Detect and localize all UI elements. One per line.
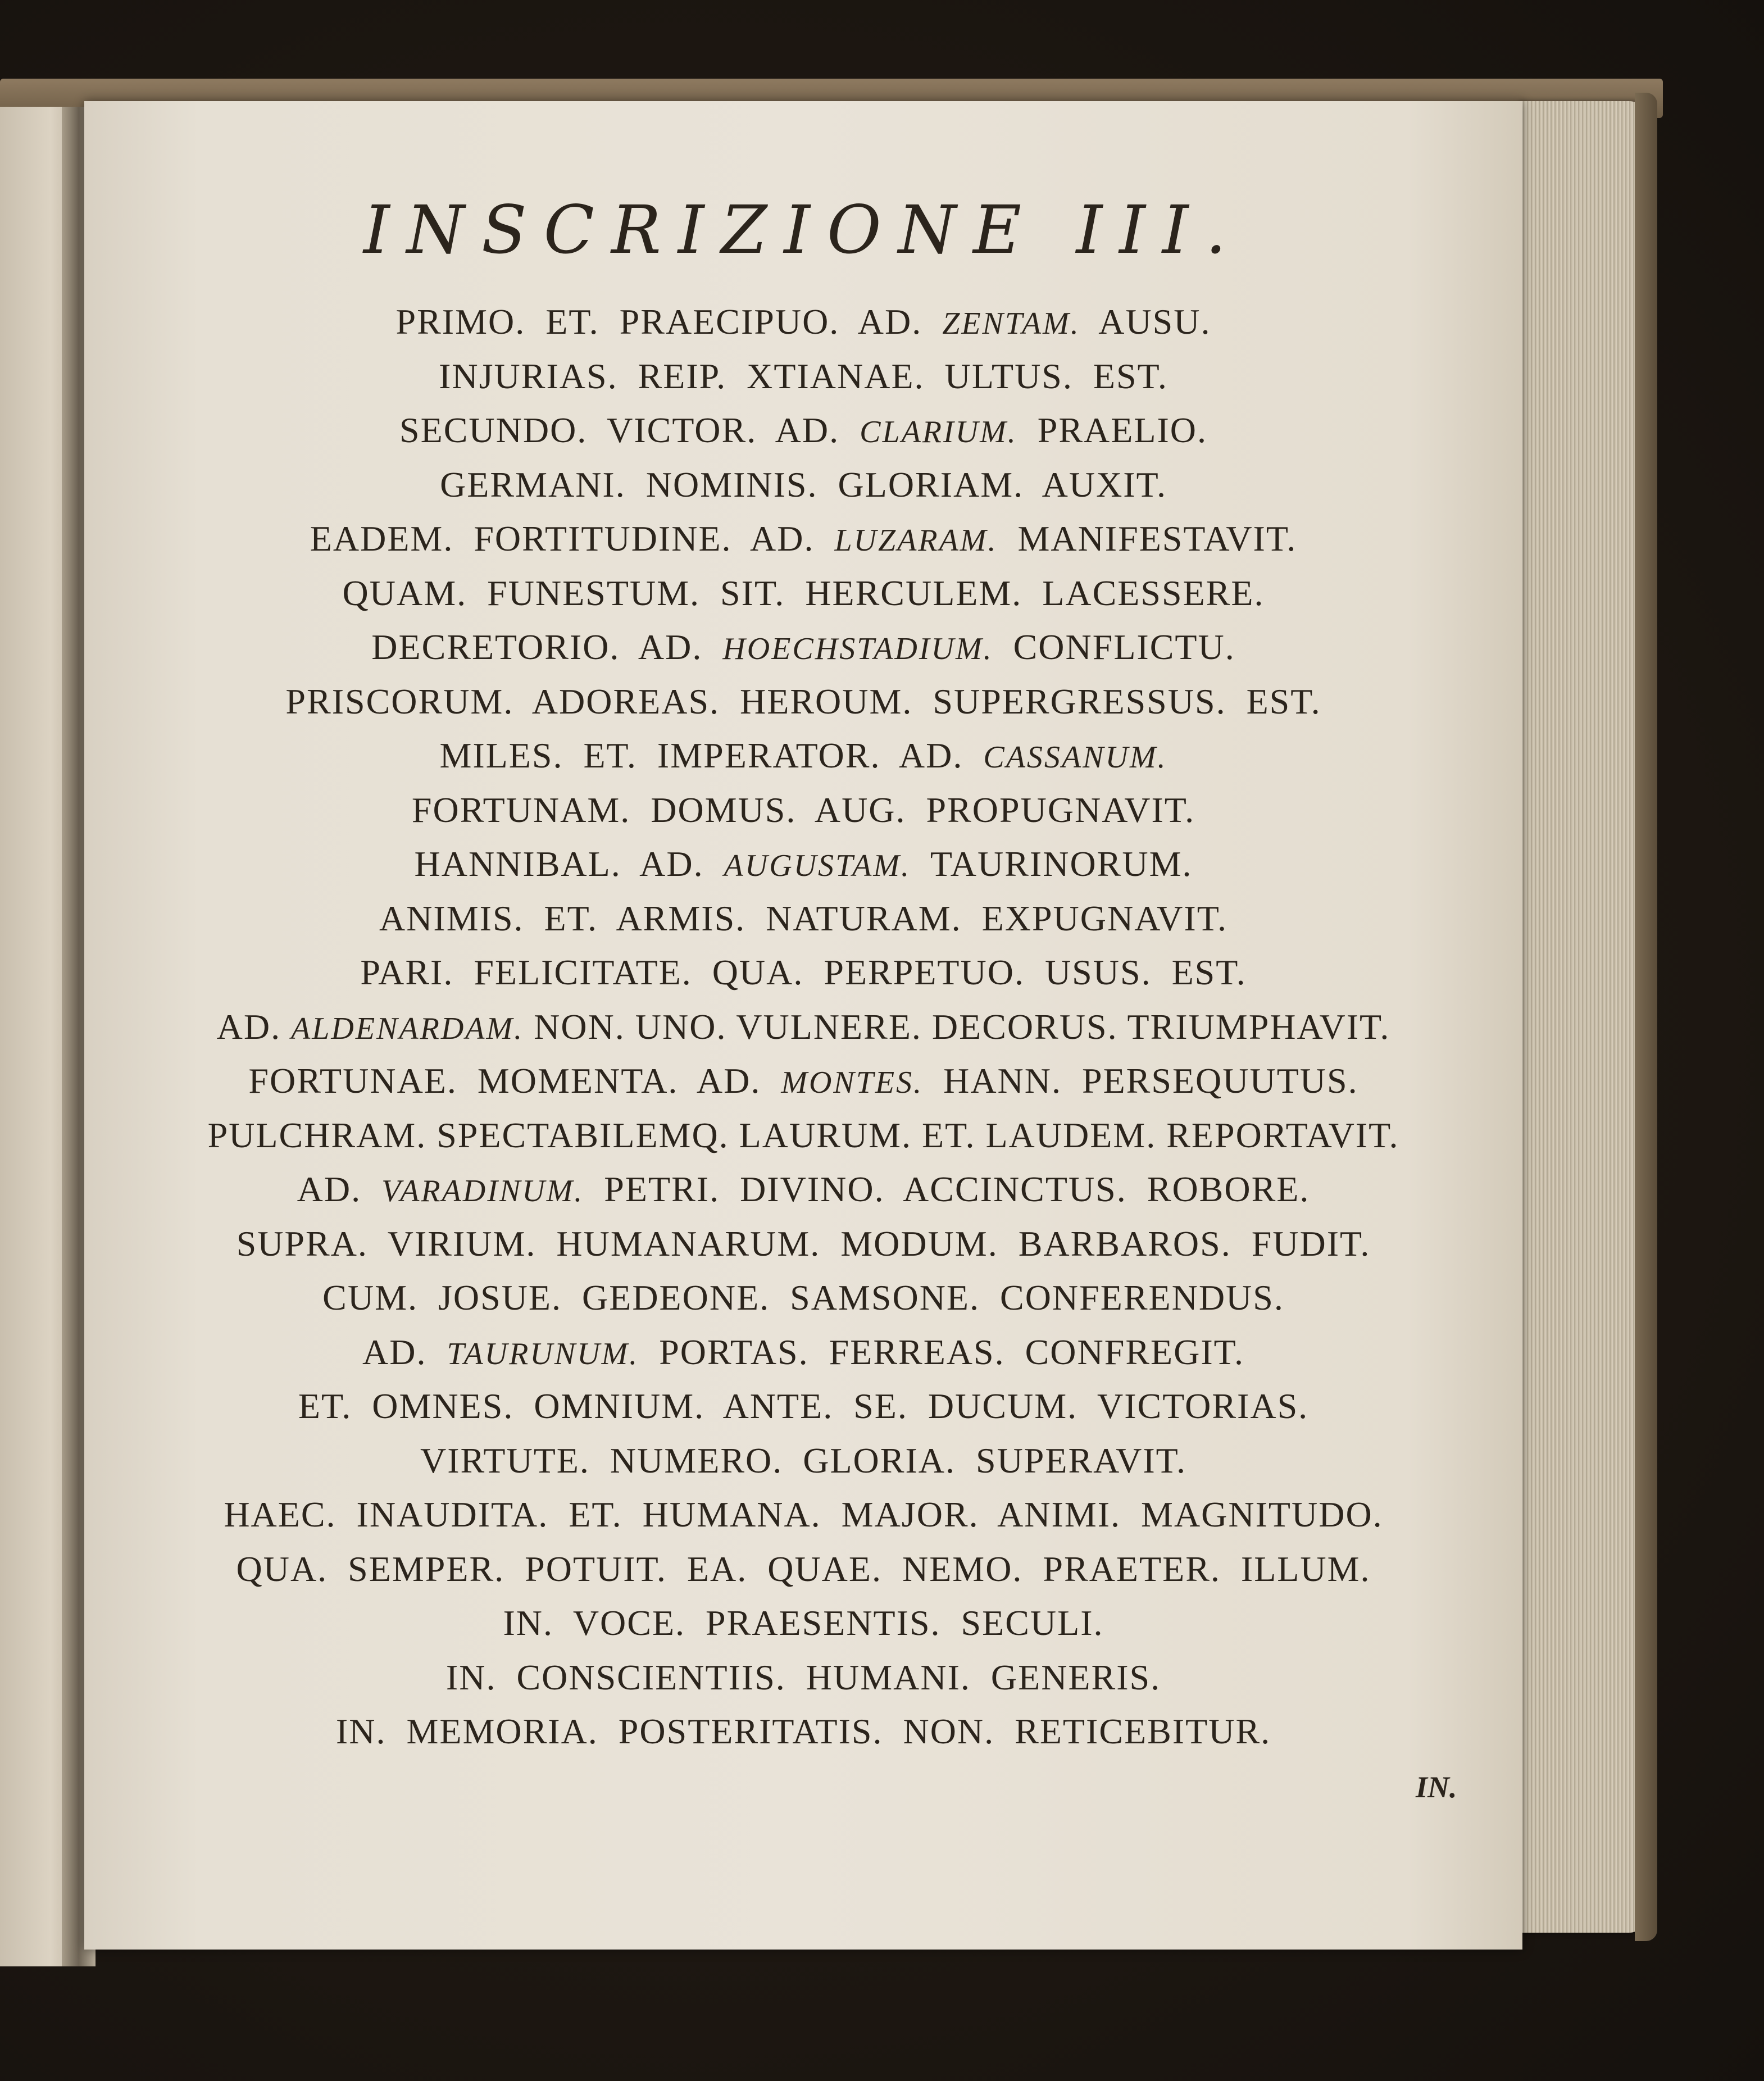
- line-text: PRAELIO.: [1017, 410, 1207, 450]
- inscription-line: [84, 1054, 1522, 1108]
- line-text: IN. MEMORIA. POSTERITATIS. NON. RETICEBITUR.: [335, 1711, 1271, 1751]
- place-name: ALDENARDAM.: [291, 1011, 524, 1046]
- line-text: HANNIBAL. AD.: [414, 844, 724, 884]
- inscription-line: [84, 1596, 1522, 1651]
- line-text: ANIMIS. ET. ARMIS. NATURAM. EXPUGNAVIT.: [379, 898, 1228, 938]
- line-text: FORTUNAM. DOMUS. AUG. PROPUGNAVIT.: [411, 789, 1195, 830]
- line-text: PORTAS. FERREAS. CONFREGIT.: [639, 1332, 1244, 1372]
- inscription-text: [84, 295, 1522, 1759]
- line-text: CUM. JOSUE. GEDEONE. SAMSONE. CONFERENDUS.: [322, 1278, 1284, 1317]
- line-text: IN. VOCE. PRAESENTIS. SECULI.: [503, 1603, 1104, 1643]
- line-text: HAEC. INAUDITA. ET. HUMANA. MAJOR. ANIMI. MAGNITUDO.: [224, 1494, 1383, 1534]
- inscription-line: [84, 1379, 1522, 1434]
- line-text: AUSU.: [1080, 302, 1211, 342]
- inscription-line: [84, 458, 1522, 512]
- line-text: AD.: [297, 1169, 382, 1209]
- line-text: FORTUNAE. MOMENTA. AD.: [248, 1061, 781, 1101]
- line-text: CONFLICTU.: [993, 627, 1235, 667]
- inscription-line: [84, 783, 1522, 838]
- line-text: HANN. PERSEQUUTUS.: [923, 1061, 1358, 1101]
- line-text: ET. OMNES. OMNIUM. ANTE. SE. DUCUM. VICTORIAS.: [298, 1386, 1309, 1426]
- line-text: VIRTUTE. NUMERO. GLORIA. SUPERAVIT.: [420, 1440, 1186, 1480]
- line-text: SECUNDO. VICTOR. AD.: [399, 410, 860, 450]
- place-name: LUZARAM.: [834, 523, 998, 558]
- page-edges-stack: [1517, 101, 1646, 1933]
- place-name: ZENTAM.: [942, 306, 1080, 341]
- inscription-line: [84, 1325, 1522, 1380]
- line-text: IN. CONSCIENTIIS. HUMANI. GENERIS.: [445, 1657, 1161, 1697]
- place-name: HOECHSTADIUM.: [722, 631, 993, 666]
- line-text: GERMANI. NOMINIS. GLORIAM. AUXIT.: [440, 464, 1167, 505]
- line-text: PRIMO. ET. PRAECIPUO. AD.: [395, 302, 943, 342]
- line-text: MANIFESTAVIT.: [997, 519, 1297, 558]
- inscription-line: [84, 403, 1522, 458]
- line-text: DECRETORIO. AD.: [371, 627, 723, 667]
- line-text: PULCHRAM. SPECTABILEMQ. LAURUM. ET. LAUDEM. REPORTAVIT.: [207, 1115, 1399, 1155]
- line-text: EADEM. FORTITUDINE. AD.: [310, 519, 835, 558]
- inscription-line: [84, 620, 1522, 675]
- inscription-line: [84, 1542, 1522, 1597]
- inscription-line: [84, 295, 1522, 349]
- line-text: PETRI. DIVINO. ACCINCTUS. ROBORE.: [584, 1169, 1310, 1209]
- place-name: AUGUSTAM.: [724, 848, 911, 883]
- inscription-heading: INSCRIZIONE III.: [363, 191, 1244, 269]
- line-text: AD.: [216, 1006, 292, 1047]
- line-text: AD.: [362, 1332, 447, 1372]
- line-text: NON. UNO. VULNERE. DECORUS. TRIUMPHAVIT.: [524, 1006, 1390, 1047]
- inscription-line: [84, 1217, 1522, 1271]
- inscription-line: [84, 512, 1522, 566]
- inscription-line: [84, 1705, 1522, 1759]
- inscription-line: [84, 729, 1522, 783]
- inscription-line: [84, 1162, 1522, 1217]
- line-text: MILES. ET. IMPERATOR. AD.: [439, 735, 984, 775]
- line-text: PRISCORUM. ADOREAS. HEROUM. SUPERGRESSUS. EST.: [285, 681, 1321, 721]
- inscription-line: [84, 566, 1522, 621]
- inscription-line: [84, 946, 1522, 1000]
- line-text: PARI. FELICITATE. QUA. PERPETUO. USUS. EST.: [360, 952, 1247, 992]
- inscription-line: [84, 1651, 1522, 1705]
- inscription-line: [84, 675, 1522, 729]
- inscription-line: [84, 1000, 1522, 1055]
- line-text: QUA. SEMPER. POTUIT. EA. QUAE. NEMO. PRAETER. ILLUM.: [236, 1548, 1371, 1589]
- line-text: QUAM. FUNESTUM. SIT. HERCULEM. LACESSERE.: [342, 572, 1265, 613]
- line-text: INJURIAS. REIP. XTIANAE. ULTUS. EST.: [439, 356, 1168, 396]
- place-name: CLARIUM.: [860, 415, 1017, 449]
- place-name: CASSANUM.: [983, 740, 1167, 775]
- book-cover-right: [1635, 93, 1657, 1941]
- line-text: TAURINORUM.: [910, 844, 1193, 884]
- catchword: IN.: [1416, 1770, 1457, 1804]
- inscription-line: [84, 1434, 1522, 1488]
- place-name: TAURUNUM.: [447, 1336, 639, 1371]
- inscription-line: [84, 892, 1522, 946]
- inscription-line: [84, 1271, 1522, 1325]
- line-text: SUPRA. VIRIUM. HUMANARUM. MODUM. BARBAROS. FUDIT.: [236, 1223, 1371, 1264]
- inscription-line: [84, 349, 1522, 404]
- inscription-line: [84, 1488, 1522, 1542]
- place-name: VARADINUM.: [381, 1174, 584, 1208]
- place-name: MONTES.: [781, 1065, 924, 1100]
- inscription-line: [84, 1108, 1522, 1163]
- inscription-line: [84, 837, 1522, 892]
